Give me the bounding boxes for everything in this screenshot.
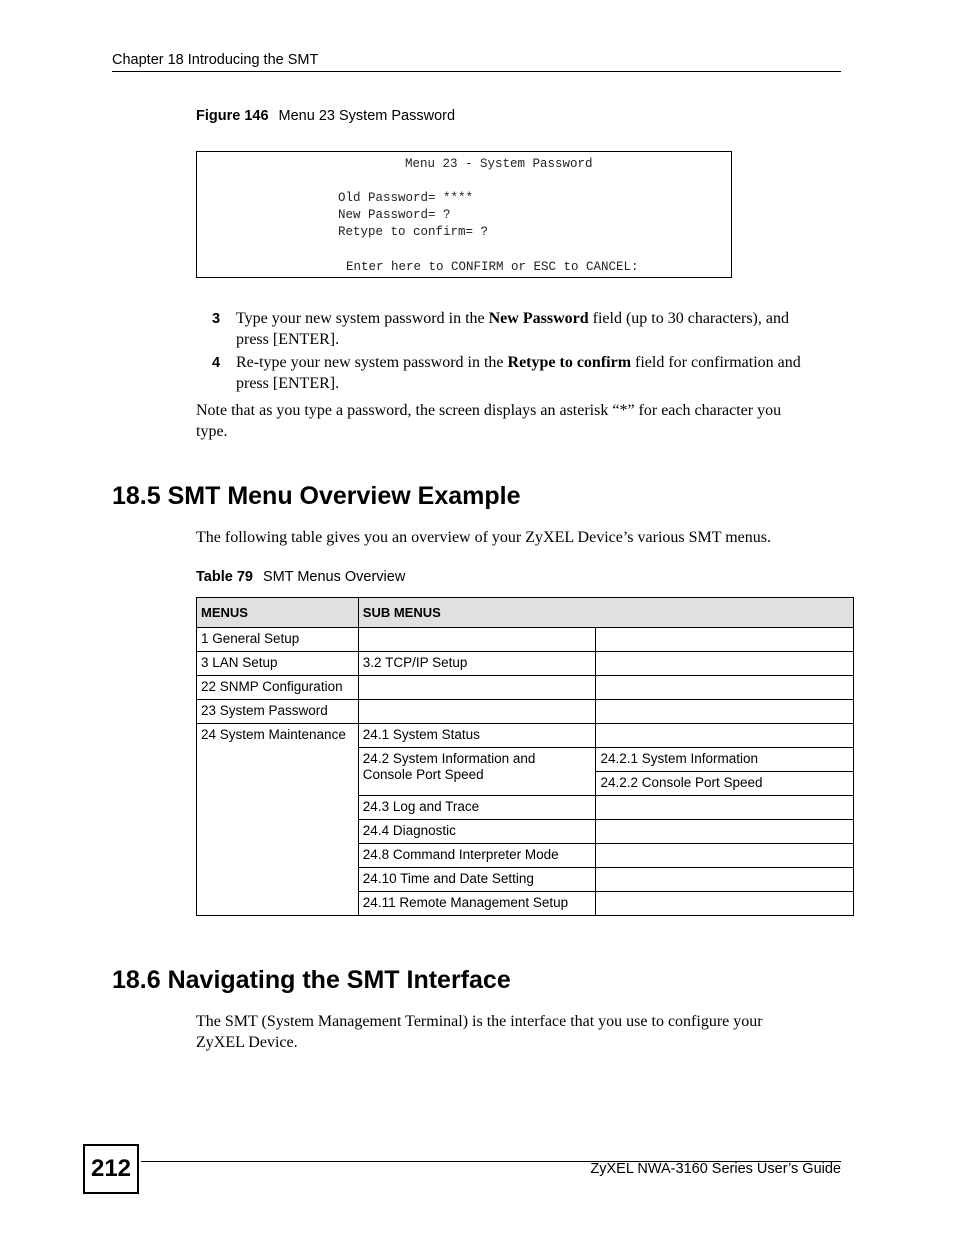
- empty-cell: [596, 652, 854, 676]
- submenu-cell: 24.10 Time and Date Setting: [358, 868, 596, 892]
- header-menus: MENUS: [197, 598, 359, 628]
- submenu-cell: 24.3 Log and Trace: [358, 796, 596, 820]
- step-field-name: New Password: [488, 310, 589, 327]
- step-text-pre: Type your new system password in the: [236, 310, 489, 327]
- section-body-line: ZyXEL Device.: [196, 1033, 298, 1051]
- figure-title: Menu 23 System Password: [278, 108, 456, 124]
- step-text: [236, 309, 846, 350]
- step-text: [236, 353, 846, 394]
- step-text-pre: Re-type your new system password in the: [236, 354, 508, 371]
- submenu-cell: 24.4 Diagnostic: [358, 820, 596, 844]
- table-label: Table 79: [196, 569, 253, 585]
- step-text-line2: press [ENTER].: [236, 330, 340, 348]
- terminal-new-password: New Password= ?: [338, 208, 451, 222]
- table-header-row: [197, 598, 854, 628]
- section-body-line: The SMT (System Management Terminal) is the interface that you use to configure your: [196, 1013, 763, 1030]
- header-sub-menus: SUB MENUS: [358, 598, 853, 628]
- empty-cell: [596, 700, 854, 724]
- menu-cell: 1 General Setup: [197, 628, 359, 652]
- section-heading-18-6: 18.6 Navigating the SMT Interface: [112, 966, 511, 994]
- figure-caption: [196, 108, 455, 124]
- note-line: type.: [196, 422, 228, 440]
- note-line: Note that as you type a password, the screen displays an asterisk “*” for each character you: [196, 402, 782, 419]
- step-number: 4: [212, 355, 221, 371]
- terminal-retype: Retype to confirm= ?: [338, 225, 489, 239]
- table-row: [197, 700, 854, 724]
- note-paragraph: [196, 401, 846, 442]
- subsubmenu-cell: 24.2.1 System Information: [596, 748, 854, 772]
- terminal-old-password: Old Password= ****: [338, 191, 474, 205]
- section-body: [196, 1012, 846, 1053]
- subsubmenu-cell: 24.2.2 Console Port Speed: [596, 772, 854, 796]
- table-title: SMT Menus Overview: [262, 569, 406, 585]
- submenu-cell: 24.2 System Information and Console Port Speed: [358, 748, 596, 796]
- terminal-title: Menu 23 - System Password: [405, 157, 593, 171]
- menu-cell: 3 LAN Setup: [197, 652, 359, 676]
- footer-guide-title: ZyXEL NWA-3160 Series User’s Guide: [590, 1161, 841, 1177]
- page-number: 212: [83, 1144, 139, 1194]
- figure-label: Figure 146: [196, 108, 269, 124]
- step-text-post: field (up to 30 characters), and: [588, 310, 789, 327]
- submenu-cell: 24.11 Remote Management Setup: [358, 892, 596, 916]
- empty-cell: [596, 676, 854, 700]
- terminal-screen: [196, 151, 732, 278]
- empty-cell: [596, 820, 854, 844]
- empty-cell: [358, 628, 596, 652]
- empty-cell: [358, 676, 596, 700]
- terminal-prompt: Enter here to CONFIRM or ESC to CANCEL:: [346, 260, 639, 274]
- submenu-cell: 24.8 Command Interpreter Mode: [358, 844, 596, 868]
- menu-cell: 23 System Password: [197, 700, 359, 724]
- table-row: [197, 676, 854, 700]
- step-text-post: field for confirmation and: [631, 354, 801, 371]
- empty-cell: [596, 844, 854, 868]
- step-number: 3: [212, 311, 221, 327]
- table-caption: [196, 569, 405, 585]
- empty-cell: [596, 724, 854, 748]
- section-body: The following table gives you an overview of your ZyXEL Device’s various SMT menus.: [196, 529, 771, 546]
- header-rule: [112, 71, 841, 72]
- empty-cell: [358, 700, 596, 724]
- empty-cell: [596, 868, 854, 892]
- empty-cell: [596, 628, 854, 652]
- submenu-cell: 3.2 TCP/IP Setup: [358, 652, 596, 676]
- section-heading-18-5: 18.5 SMT Menu Overview Example: [112, 482, 521, 510]
- submenu-cell: 24.1 System Status: [358, 724, 596, 748]
- table-row: [197, 652, 854, 676]
- smt-menus-table: [196, 597, 854, 916]
- step-text-line2: press [ENTER].: [236, 374, 340, 392]
- table-row: [197, 724, 854, 748]
- menu-cell: 24 System Maintenance: [197, 724, 359, 916]
- step-field-name: Retype to confirm: [507, 354, 632, 371]
- empty-cell: [596, 796, 854, 820]
- empty-cell: [596, 892, 854, 916]
- table-row: [197, 628, 854, 652]
- running-header: Chapter 18 Introducing the SMT: [112, 52, 319, 68]
- menu-cell: 22 SNMP Configuration: [197, 676, 359, 700]
